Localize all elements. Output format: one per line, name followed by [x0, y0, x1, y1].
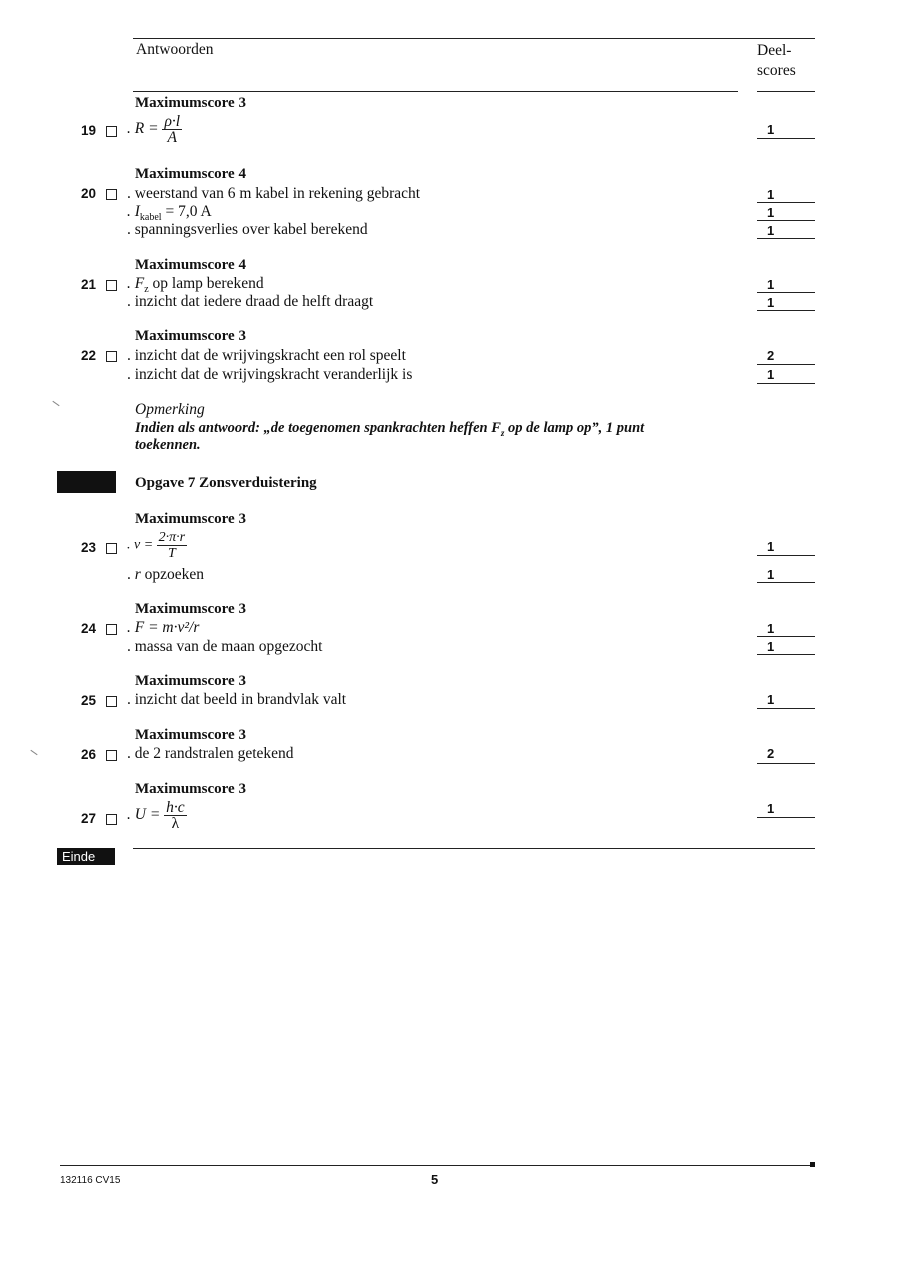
margin-mark: [52, 401, 59, 406]
q21-line2: . inzicht dat iedere draad de helft draagt: [127, 293, 374, 310]
q22-maximumscore: Maximumscore 3: [135, 328, 246, 344]
q19-maximumscore: Maximumscore 3: [135, 95, 246, 111]
q20-score1-line: [757, 202, 815, 203]
q24-score1: 1: [767, 621, 775, 636]
q25-score1-line: [757, 708, 815, 709]
q22-score1-line: [757, 364, 815, 365]
q24-maximumscore: Maximumscore 3: [135, 601, 246, 617]
margin-mark-2: [30, 750, 37, 755]
q26-checkbox[interactable]: [106, 750, 117, 761]
footer-rule: [60, 1165, 812, 1166]
header-deel: Deel-: [757, 42, 792, 59]
q20-number: 20: [80, 186, 96, 201]
q20-score2-line: [757, 220, 815, 221]
q19-formula: . R = $\frac{\rho\cdot l}{A}$: [127, 113, 181, 146]
q27-number: 27: [80, 811, 96, 826]
q20-score1: 1: [767, 187, 775, 202]
end-label: Einde: [57, 848, 115, 865]
q21-maximumscore: Maximumscore 4: [135, 257, 246, 273]
q21-score2-line: [757, 310, 815, 311]
footer-square: [810, 1162, 815, 1167]
q22-score2: 1: [767, 367, 775, 382]
q27-score1-line: [757, 817, 815, 818]
q23-formula: . v = $\frac{2\cdot\pi\cdot r}{T}$: [127, 530, 186, 561]
q19-number: 19: [80, 123, 96, 138]
q27-maximumscore: Maximumscore 3: [135, 781, 246, 797]
q21-score2: 1: [767, 295, 775, 310]
q24-score2-line: [757, 654, 815, 655]
q24-line1: . F = m·v²/r: [127, 619, 200, 636]
q20-maximumscore: Maximumscore 4: [135, 166, 246, 182]
q25-checkbox[interactable]: [106, 696, 117, 707]
q22-line1: . inzicht dat de wrijvingskracht een rol speelt: [127, 347, 406, 364]
q23-score2-line: [757, 582, 815, 583]
q24-number: 24: [80, 621, 96, 636]
header-rule-left: [133, 91, 738, 92]
q20-score3-line: [757, 238, 815, 239]
q24-score2: 1: [767, 639, 775, 654]
header-answers: Antwoorden: [136, 41, 214, 58]
q24-score1-line: [757, 636, 815, 637]
q19-score-line: [757, 138, 815, 139]
q26-number: 26: [80, 747, 96, 762]
q22-score1: 2: [767, 348, 775, 363]
q20-line2: . $I_{kabel} = 7,0$ A: [127, 203, 212, 224]
header-scores: scores: [757, 62, 796, 79]
q19-score: 1: [767, 122, 775, 137]
q26-score1: 2: [767, 746, 775, 761]
q22-line2: . inzicht dat de wrijvingskracht veranderlijk is: [127, 366, 413, 383]
q23-checkbox[interactable]: [106, 543, 117, 554]
q21-line1: . $F_z$ op lamp berekend: [127, 275, 264, 296]
q27-formula: . U = $\frac{h\cdot c}{\lambda}$: [127, 799, 185, 832]
remark-title: Opmerking: [135, 401, 205, 418]
section-marker: [57, 471, 116, 493]
q23-maximumscore: Maximumscore 3: [135, 511, 246, 527]
q22-checkbox[interactable]: [106, 351, 117, 362]
end-rule: [133, 848, 815, 849]
q27-checkbox[interactable]: [106, 814, 117, 825]
q24-line2: . massa van de maan opgezocht: [127, 638, 323, 655]
q25-score1: 1: [767, 692, 775, 707]
q24-checkbox[interactable]: [106, 624, 117, 635]
q19-checkbox[interactable]: [106, 126, 117, 137]
q20-line1: . weerstand van 6 m kabel in rekening gebracht: [127, 185, 421, 202]
q22-number: 22: [80, 348, 96, 363]
section-title: Opgave 7 Zonsverduistering: [135, 475, 317, 491]
remark-line2: toekennen.: [135, 437, 201, 453]
q20-score2: 1: [767, 205, 775, 220]
q23-score1-line: [757, 555, 815, 556]
q27-score1: 1: [767, 801, 775, 816]
q25-number: 25: [80, 693, 96, 708]
q23-score1: 1: [767, 539, 775, 554]
header-rule-right: [757, 91, 815, 92]
q21-number: 21: [80, 277, 96, 292]
q26-maximumscore: Maximumscore 3: [135, 727, 246, 743]
footer-code: 132116 CV15: [60, 1175, 121, 1186]
q25-line1: . inzicht dat beeld in brandvlak valt: [127, 691, 347, 708]
q23-number: 23: [80, 540, 96, 555]
top-rule: [133, 38, 815, 39]
q20-checkbox[interactable]: [106, 189, 117, 200]
q23-score2: 1: [767, 567, 775, 582]
q26-score1-line: [757, 763, 815, 764]
q21-score1: 1: [767, 277, 775, 292]
q21-checkbox[interactable]: [106, 280, 117, 291]
q26-line1: . de 2 randstralen getekend: [127, 745, 294, 762]
q22-score2-line: [757, 383, 815, 384]
q21-score1-line: [757, 292, 815, 293]
remark-line1: Indien als antwoord: „de toegenomen spankrachten heffen $F_z$ op de lamp op”, 1 punt: [135, 420, 645, 438]
page-number: 5: [431, 1172, 439, 1187]
q20-line3: . spanningsverlies over kabel berekend: [127, 221, 368, 238]
q25-maximumscore: Maximumscore 3: [135, 673, 246, 689]
q23-line2: . r opzoeken: [127, 566, 205, 583]
q20-score3: 1: [767, 223, 775, 238]
